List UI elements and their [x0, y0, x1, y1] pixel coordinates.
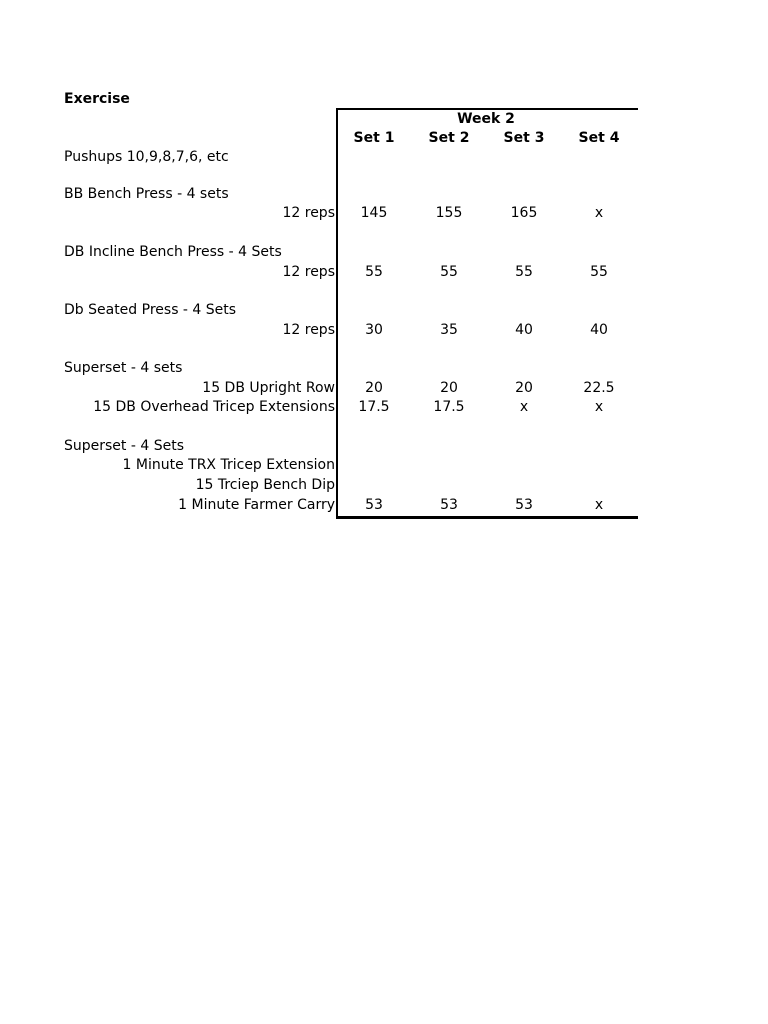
set-4-header: Set 4: [578, 130, 620, 146]
incline-title: DB Incline Bench Press - 4 Sets: [64, 244, 282, 260]
seated-title: Db Seated Press - 4 Sets: [64, 302, 237, 318]
exercise-header: Exercise: [64, 91, 130, 107]
week-header: Week 2: [457, 111, 515, 127]
bench-set-3: 165: [510, 205, 538, 221]
upright-row-set-1: 20: [365, 380, 383, 396]
upright-row-set-2: 20: [440, 380, 458, 396]
bench-dip-set-4: [569, 476, 629, 494]
incline-set-1: 55: [365, 264, 383, 280]
incline-set-2: 55: [440, 264, 458, 280]
bench-dip-label: 15 Trciep Bench Dip: [195, 477, 335, 493]
set-2-header: Set 2: [428, 130, 470, 146]
trx-tricep-set-1: [344, 456, 404, 474]
farmer-carry-set-1: 53: [365, 497, 383, 513]
seated-set-4: 40: [590, 322, 608, 338]
incline-set-4: 55: [590, 264, 608, 280]
bench-dip-set-3: [494, 476, 554, 494]
seated-reps: 12 reps: [282, 322, 335, 338]
bench-set-1: 145: [360, 205, 388, 221]
seated-set-1: 30: [365, 322, 383, 338]
bench-set-4: x: [594, 205, 604, 221]
bench-title: BB Bench Press - 4 sets: [64, 186, 229, 202]
incline-reps: 12 reps: [282, 264, 335, 280]
incline-set-3: 55: [515, 264, 533, 280]
bench-reps: 12 reps: [282, 205, 335, 221]
bench-dip-set-1: [344, 476, 404, 494]
tricep-ext-set-3: x: [519, 399, 529, 415]
pushups-label: Pushups 10,9,8,7,6, etc: [64, 149, 229, 165]
farmer-carry-set-3: 53: [515, 497, 533, 513]
bench-dip-set-2: [419, 476, 479, 494]
farmer-carry-label: 1 Minute Farmer Carry: [178, 497, 335, 513]
trx-tricep-label: 1 Minute TRX Tricep Extension: [122, 457, 335, 473]
tricep-ext-set-2: 17.5: [433, 399, 465, 415]
seated-set-3: 40: [515, 322, 533, 338]
upright-row-set-4: 22.5: [583, 380, 615, 396]
upright-row-label: 15 DB Upright Row: [202, 380, 335, 396]
bench-set-2: 155: [435, 205, 463, 221]
set-3-header: Set 3: [503, 130, 545, 146]
trx-tricep-set-2: [419, 456, 479, 474]
farmer-carry-set-2: 53: [440, 497, 458, 513]
seated-set-2: 35: [440, 322, 458, 338]
tricep-ext-set-4: x: [594, 399, 604, 415]
upright-row-set-3: 20: [515, 380, 533, 396]
trx-tricep-set-3: [494, 456, 554, 474]
superset-2-title: Superset - 4 Sets: [64, 438, 185, 454]
trx-tricep-set-4: [569, 456, 629, 474]
tricep-ext-set-1: 17.5: [358, 399, 390, 415]
farmer-carry-set-4: x: [594, 497, 604, 513]
superset-1-title: Superset - 4 sets: [64, 360, 183, 376]
set-1-header: Set 1: [353, 130, 395, 146]
tricep-ext-label: 15 DB Overhead Tricep Extensions: [93, 399, 335, 415]
